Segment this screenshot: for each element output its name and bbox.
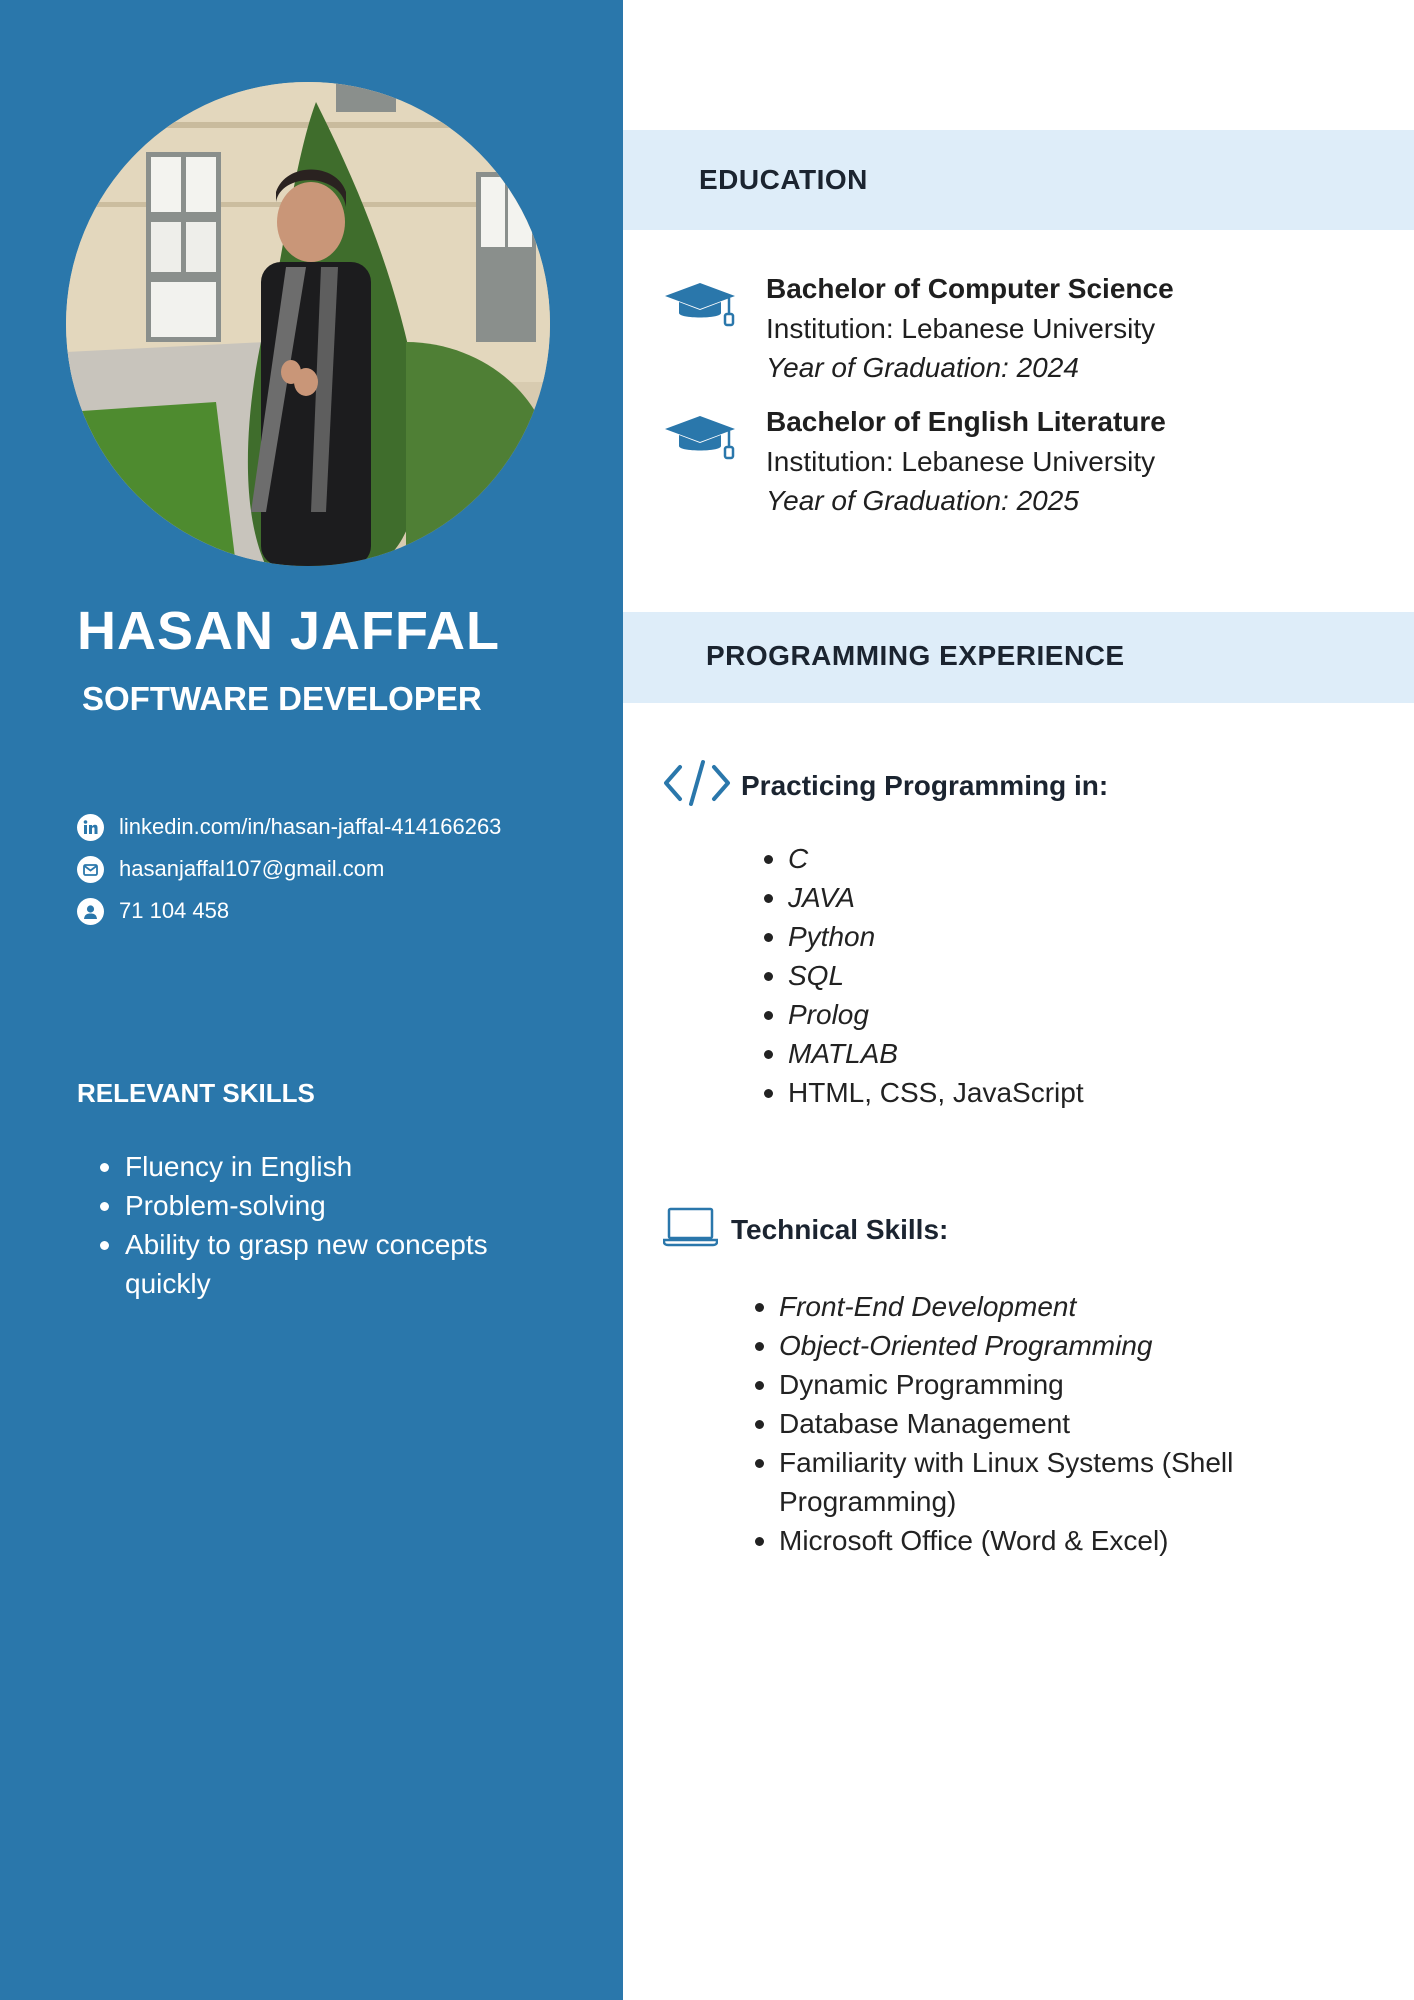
laptop-icon	[663, 1206, 718, 1253]
person-icon	[77, 898, 104, 925]
education-header-band	[623, 130, 1414, 230]
contact-linkedin[interactable]	[77, 806, 501, 848]
technical-skill-item: Familiarity with Linux Systems (Shell Programming)	[754, 1443, 1274, 1521]
language-item: JAVA	[763, 878, 1084, 917]
language-item: Prolog	[763, 995, 1084, 1034]
linkedin-link[interactable]: linkedin.com/in/hasan-jaffal-414166263	[119, 814, 502, 839]
programming-header-band	[623, 612, 1414, 703]
profile-photo	[66, 82, 550, 566]
technical-skills-list	[754, 1287, 1274, 1560]
graduation-cap-icon	[663, 414, 737, 465]
technical-heading: Technical Skills:	[731, 1213, 949, 1245]
institution: Institution: Lebanese University	[766, 313, 1156, 344]
contact-list	[77, 806, 501, 932]
linkedin-icon	[77, 814, 104, 841]
technical-skill-item: Database Management	[754, 1404, 1274, 1443]
education-entry	[663, 406, 1383, 526]
contact-email[interactable]	[77, 848, 501, 890]
email-icon	[77, 856, 104, 883]
code-icon	[663, 758, 731, 813]
contact-phone[interactable]	[77, 890, 501, 932]
skills-heading: RELEVANT SKILLS	[77, 1078, 315, 1108]
skills-list	[98, 1147, 538, 1303]
degree-title: Bachelor of English Literature	[766, 406, 1166, 437]
practicing-heading-row	[663, 758, 1108, 813]
education-heading: EDUCATION	[699, 164, 868, 195]
person-name: HASAN JAFFAL	[77, 601, 501, 661]
languages-list	[763, 839, 1084, 1112]
technical-skill-item: Dynamic Programming	[754, 1365, 1274, 1404]
technical-skill-item: Front-End Development	[754, 1287, 1274, 1326]
email-link[interactable]: hasanjaffal107@gmail.com	[119, 856, 385, 881]
education-entry	[663, 273, 1383, 393]
technical-skill-item: Object-Oriented Programming	[754, 1326, 1274, 1365]
technical-heading-row	[663, 1206, 948, 1253]
degree-title: Bachelor of Computer Science	[766, 273, 1174, 304]
graduation-year: Year of Graduation: 2024	[766, 352, 1079, 383]
technical-skill-item: Microsoft Office (Word & Excel)	[754, 1521, 1274, 1560]
skill-item: Problem-solving	[98, 1186, 538, 1225]
graduation-year: Year of Graduation: 2025	[766, 485, 1079, 516]
language-item: C	[763, 839, 1084, 878]
programming-heading: PROGRAMMING EXPERIENCE	[706, 640, 1125, 671]
practicing-heading: Practicing Programming in:	[741, 769, 1109, 801]
job-title: SOFTWARE DEVELOPER	[82, 680, 482, 717]
language-item: Python	[763, 917, 1084, 956]
graduation-cap-icon	[663, 281, 737, 332]
institution: Institution: Lebanese University	[766, 446, 1156, 477]
skill-item: Fluency in English	[98, 1147, 538, 1186]
sidebar	[0, 0, 623, 2000]
language-item: HTML, CSS, JavaScript	[763, 1073, 1084, 1112]
language-item: SQL	[763, 956, 1084, 995]
skill-item: Ability to grasp new concepts quickly	[98, 1225, 538, 1303]
language-item: MATLAB	[763, 1034, 1084, 1073]
phone-number[interactable]: 71 104 458	[119, 898, 230, 923]
